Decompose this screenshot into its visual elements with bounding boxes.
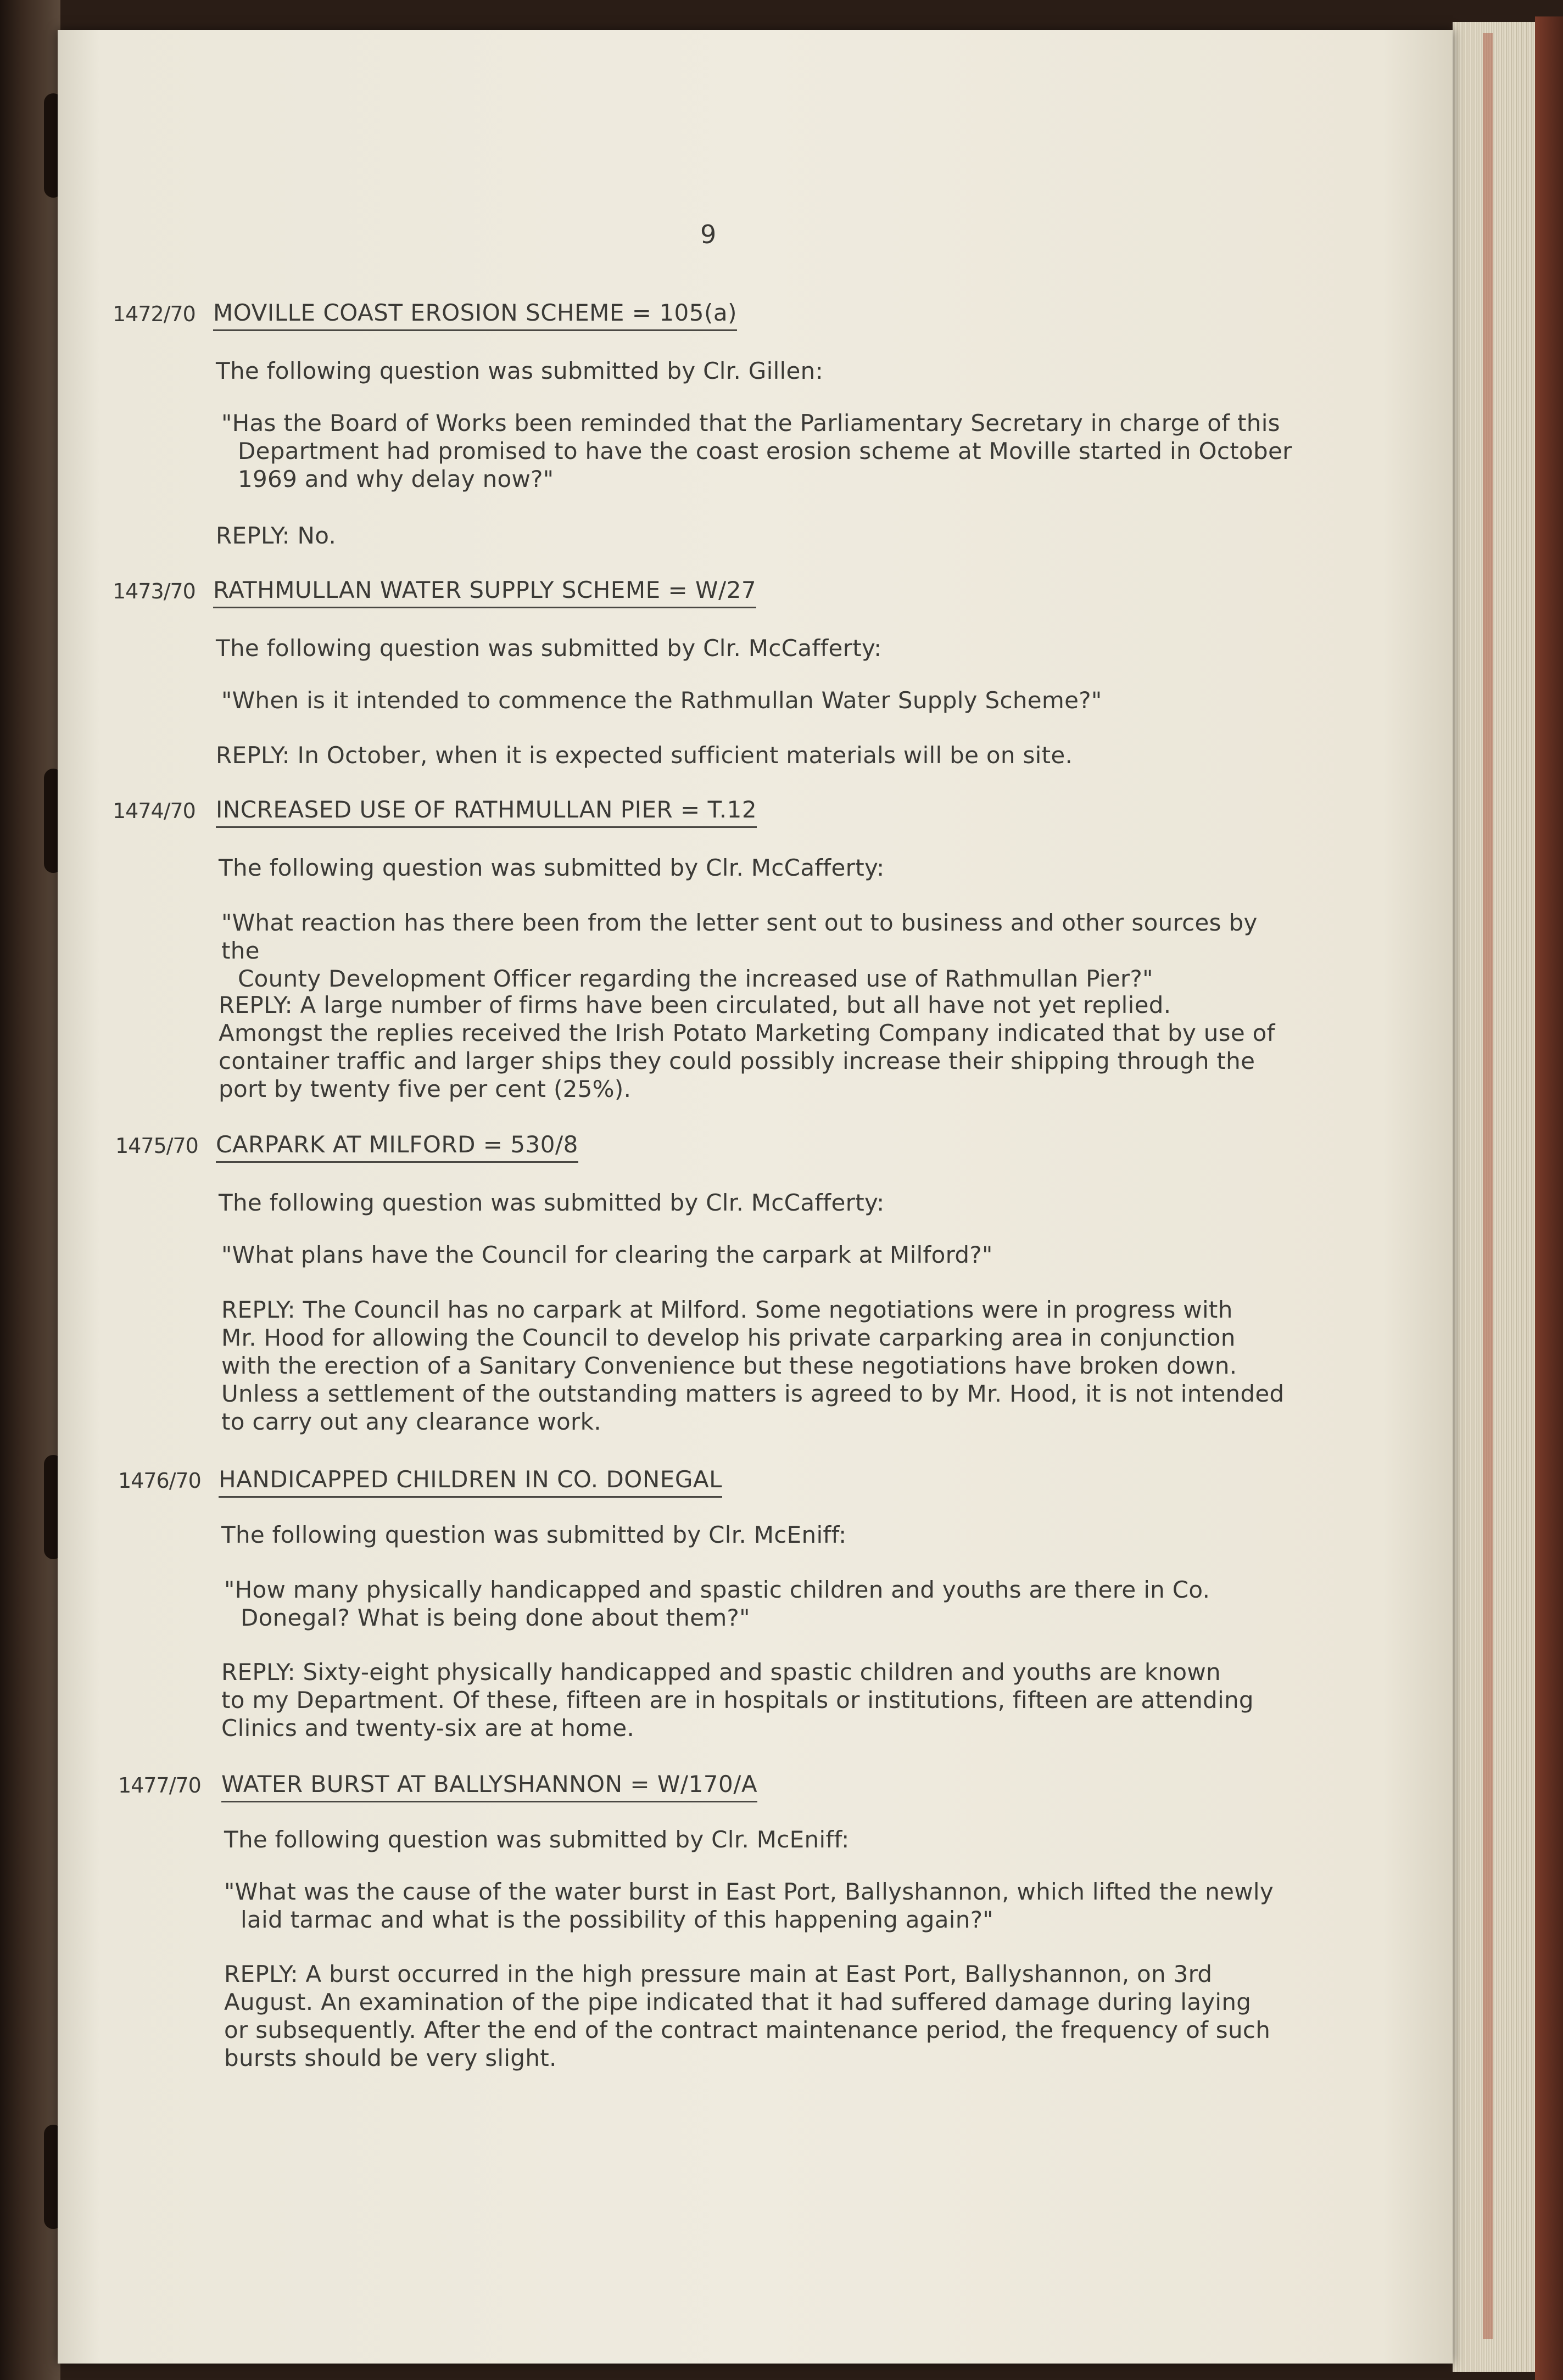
question-line: "How many physically handicapped and spastic children and youths are there in Co. [224,1576,1210,1603]
reply-line: REPLY: The Council has no carpark at Milford. Some negotiations were in progress with [221,1296,1233,1323]
reply-text [219,991,1295,1103]
reply-line: Unless a settlement of the outstanding matters is agreed to by Mr. Hood, it is not intended [221,1380,1285,1407]
item-number: 1476/70 [118,1469,201,1493]
page-number: 9 [700,220,717,249]
reply-line: Amongst the replies received the Irish Potato Marketing Company indicated that by use of [219,1020,1275,1046]
cover-tint [1483,33,1493,2339]
reply-line: Clinics and twenty-six are at home. [221,1715,635,1741]
reply-line: REPLY: A burst occurred in the high pressure main at East Port, Ballyshannon, on 3rd [224,1961,1213,1987]
question-text [221,909,1298,993]
reply-text: REPLY: No. [216,522,337,549]
question-intro: The following question was submitted by Clr. McEniff: [224,1826,850,1853]
reply-line: August. An examination of the pipe indicated that it had suffered damage during laying [224,1989,1252,2015]
item-number: 1475/70 [115,1134,198,1158]
page-edges [1453,22,1535,2372]
question-intro: The following question was submitted by Clr. McCafferty: [219,854,885,881]
reply-line: bursts should be very slight. [224,2045,557,2071]
question-line: "Has the Board of Works been reminded that the Parliamentary Secretary in charge of this [221,410,1280,436]
question-line: "What reaction has there been from the letter sent out to business and other sources by the [221,909,1258,964]
question-line: 1969 and why delay now?" [238,466,554,492]
reply-text [224,1960,1300,2072]
document-page [58,30,1453,2364]
question-text [224,1878,1300,1934]
reply-line: REPLY: A large number of firms have been circulated, but all have not yet replied. [219,992,1171,1018]
question-line: "When is it intended to commence the Rathmullan Water Supply Scheme?" [221,687,1102,714]
question-text [221,409,1298,493]
item-number: 1473/70 [113,579,196,603]
item-heading: MOVILLE COAST EROSION SCHEME = 105(a) [213,299,737,331]
binding-spine [0,0,60,2380]
item-heading: INCREASED USE OF RATHMULLAN PIER = T.12 [216,796,757,828]
reply-text: REPLY: In October, when it is expected sufficient materials will be on site. [216,742,1073,769]
reply-text [221,1658,1298,1742]
question-line: Donegal? What is being done about them?" [241,1604,750,1631]
question-line: "What was the cause of the water burst in East Port, Ballyshannon, which lifted the newly [224,1878,1274,1905]
reply-line: or subsequently. After the end of the contract maintenance period, the frequency of such [224,2017,1271,2043]
reply-line: to carry out any clearance work. [221,1408,601,1435]
question-line: laid tarmac and what is the possibility of this happening again?" [241,1906,993,1933]
question-line: Department had promised to have the coast erosion scheme at Moville started in October [238,438,1292,464]
question-text [224,1576,1300,1632]
item-number: 1472/70 [113,302,196,326]
item-number: 1474/70 [113,799,196,823]
reply-line: container traffic and larger ships they could possibly increase their shipping through the [219,1048,1255,1074]
reply-line: to my Department. Of these, fifteen are in hospitals or institutions, fifteen are attending [221,1687,1254,1713]
question-line: County Development Officer regarding the increased use of Rathmullan Pier?" [238,965,1153,992]
question-text [221,1241,1298,1269]
question-intro: The following question was submitted by Clr. McCafferty: [216,635,882,662]
item-heading: CARPARK AT MILFORD = 530/8 [216,1131,578,1163]
question-text [221,686,1298,714]
reply-line: port by twenty five per cent (25%). [219,1076,632,1102]
item-heading: WATER BURST AT BALLYSHANNON = W/170/A [221,1771,757,1802]
item-number: 1477/70 [118,1773,201,1797]
reply-line: REPLY: Sixty-eight physically handicapped and spastic children and youths are known [221,1659,1221,1685]
reply-text [221,1296,1298,1436]
reply-line: Mr. Hood for allowing the Council to develop his private carparking area in conjunction [221,1324,1236,1351]
question-intro: The following question was submitted by Clr. McCafferty: [219,1189,885,1216]
question-line: "What plans have the Council for clearing the carpark at Milford?" [221,1241,993,1268]
item-heading: HANDICAPPED CHILDREN IN CO. DONEGAL [219,1466,722,1498]
reply-line: with the erection of a Sanitary Convenience but these negotiations have broken down. [221,1352,1237,1379]
question-intro: The following question was submitted by Clr. McEniff: [221,1521,847,1548]
item-heading: RATHMULLAN WATER SUPPLY SCHEME = W/27 [213,576,756,608]
question-intro: The following question was submitted by Clr. Gillen: [216,357,824,384]
book-cover-edge [1535,16,1563,2380]
